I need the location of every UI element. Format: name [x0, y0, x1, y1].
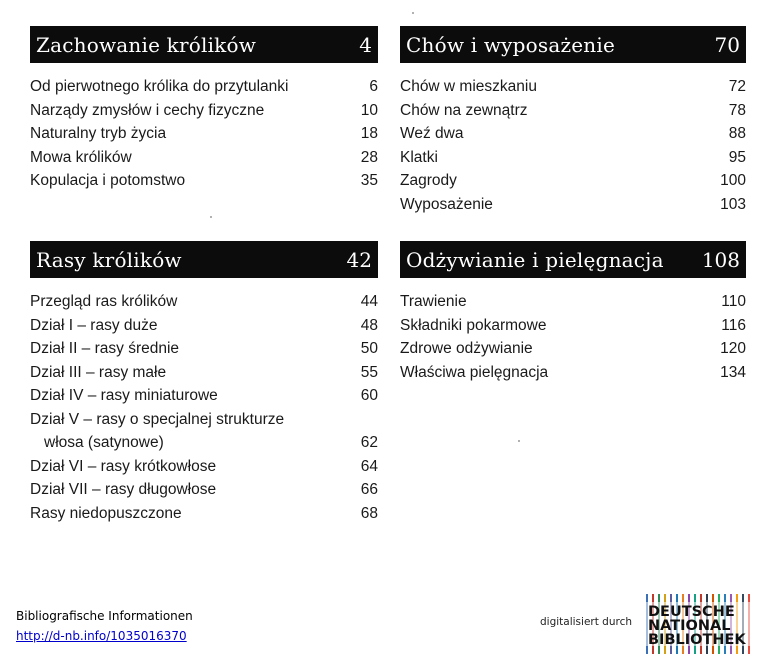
section-page: 42	[346, 247, 372, 272]
entry-label: Od pierwotnego królika do przytulanki	[30, 78, 289, 95]
section-title: Rasy królików	[36, 247, 182, 272]
bib-title: Bibliografische Informationen	[16, 609, 193, 623]
entry-page: 95	[728, 148, 746, 166]
entry-page: 48	[360, 316, 378, 334]
section-page: 4	[359, 32, 372, 57]
entry-label: Chów w mieszkaniu	[400, 78, 537, 95]
toc-entry[interactable]	[30, 408, 378, 455]
toc-entry[interactable]	[400, 75, 746, 99]
section-header	[30, 26, 378, 63]
dnb-logo-line: DEUTSCHE	[648, 604, 735, 620]
entry-label: Dział IV – rasy miniaturowe	[30, 387, 218, 404]
toc-entry[interactable]	[30, 99, 378, 123]
dnb-logo	[646, 594, 754, 654]
toc-entry[interactable]	[30, 502, 378, 526]
toc-entry[interactable]	[30, 314, 378, 338]
entry-list	[400, 75, 746, 216]
toc-entry[interactable]	[400, 169, 746, 193]
toc-entry[interactable]	[400, 314, 746, 338]
entry-page: 88	[728, 125, 746, 142]
entry-page: 10	[360, 101, 378, 119]
entry-page: 62	[360, 434, 378, 451]
entry-label-line1: Dział V – rasy o specjalnej strukturze	[30, 410, 285, 428]
scan-speck	[518, 440, 520, 442]
toc-section	[400, 26, 746, 216]
entry-page: 6	[369, 78, 378, 95]
entry-label: Mowa królików	[30, 148, 132, 166]
entry-label: Kopulacja i potomstwo	[30, 172, 186, 189]
toc-entry[interactable]	[30, 290, 378, 314]
toc-entry[interactable]	[400, 361, 746, 385]
entry-label: Weź dwa	[400, 125, 464, 142]
toc-entry[interactable]	[30, 361, 378, 385]
entry-label-line2: włosa (satynowe)	[44, 434, 164, 451]
entry-page: 18	[360, 125, 378, 142]
section-title: Odżywianie i pielęgnacja	[406, 247, 664, 272]
toc-entry[interactable]	[30, 384, 378, 408]
bib-link[interactable]: http://d-nb.info/1035016370	[16, 629, 187, 643]
entry-label: Trawienie	[400, 293, 467, 310]
entry-list	[30, 290, 378, 525]
toc-section	[30, 241, 378, 525]
section-title: Zachowanie królików	[36, 32, 257, 57]
entry-page: 103	[720, 195, 746, 213]
toc-section	[30, 26, 378, 193]
entry-list	[400, 290, 746, 384]
entry-label: Chów na zewnątrz	[400, 101, 528, 119]
section-page: 70	[714, 32, 740, 57]
toc-entry[interactable]	[400, 337, 746, 361]
entry-page: 35	[360, 172, 378, 189]
toc-entry[interactable]	[400, 193, 746, 217]
entry-label	[30, 408, 294, 455]
entry-page: 110	[721, 293, 746, 310]
toc-entry[interactable]	[30, 337, 378, 361]
entry-page: 134	[720, 363, 746, 381]
entry-page: 100	[720, 172, 746, 189]
toc-entry[interactable]	[400, 99, 746, 123]
entry-page: 55	[360, 363, 378, 381]
toc-entry[interactable]	[30, 122, 378, 146]
entry-label: Właściwa pielęgnacja	[400, 363, 549, 381]
entry-label: Dział VII – rasy długowłose	[30, 481, 217, 498]
toc-entry[interactable]	[30, 169, 378, 193]
entry-label: Zagrody	[400, 172, 457, 189]
scan-speck	[210, 216, 212, 218]
toc-entry[interactable]	[30, 455, 378, 479]
entry-label: Dział VI – rasy krótkowłose	[30, 457, 217, 475]
entry-label: Dział II – rasy średnie	[30, 340, 180, 357]
entry-page: 60	[360, 387, 378, 404]
toc-entry[interactable]	[400, 122, 746, 146]
entry-page: 64	[360, 457, 378, 475]
dnb-logo-line: NATIONAL	[648, 618, 731, 634]
entry-page: 78	[728, 101, 746, 119]
entry-page: 44	[360, 293, 378, 310]
entry-label: Składniki pokarmowe	[400, 316, 547, 334]
section-page: 108	[701, 247, 740, 272]
entry-label: Naturalny tryb życia	[30, 125, 167, 142]
entry-label: Dział III – rasy małe	[30, 363, 167, 381]
toc-entry[interactable]	[400, 146, 746, 170]
entry-page: 50	[360, 340, 378, 357]
entry-label: Dział I – rasy duże	[30, 316, 158, 334]
entry-page: 120	[720, 340, 746, 357]
entry-list	[30, 75, 378, 193]
dnb-logo-line: BIBLIOTHEK	[648, 632, 746, 648]
toc-entry[interactable]	[400, 290, 746, 314]
entry-label: Rasy niedopuszczone	[30, 504, 182, 522]
section-title: Chów i wyposażenie	[406, 32, 615, 57]
toc-section	[400, 241, 746, 384]
entry-page: 68	[360, 504, 378, 522]
entry-label: Narządy zmysłów i cechy fizyczne	[30, 101, 265, 119]
toc-entry[interactable]	[30, 75, 378, 99]
section-header	[400, 241, 746, 278]
entry-page: 116	[721, 316, 746, 334]
toc-entry[interactable]	[30, 146, 378, 170]
entry-page: 28	[360, 148, 378, 166]
entry-page: 72	[728, 78, 746, 95]
entry-label: Wyposażenie	[400, 195, 493, 213]
entry-page: 66	[360, 481, 378, 498]
scan-speck	[412, 12, 414, 14]
bibliographic-info	[16, 606, 193, 646]
entry-label: Zdrowe odżywianie	[400, 340, 533, 357]
entry-label: Klatki	[400, 148, 438, 166]
toc-entry[interactable]	[30, 478, 378, 502]
section-header	[400, 26, 746, 63]
section-header	[30, 241, 378, 278]
entry-label: Przegląd ras królików	[30, 293, 178, 310]
digitized-by-label: digitalisiert durch	[540, 616, 633, 628]
